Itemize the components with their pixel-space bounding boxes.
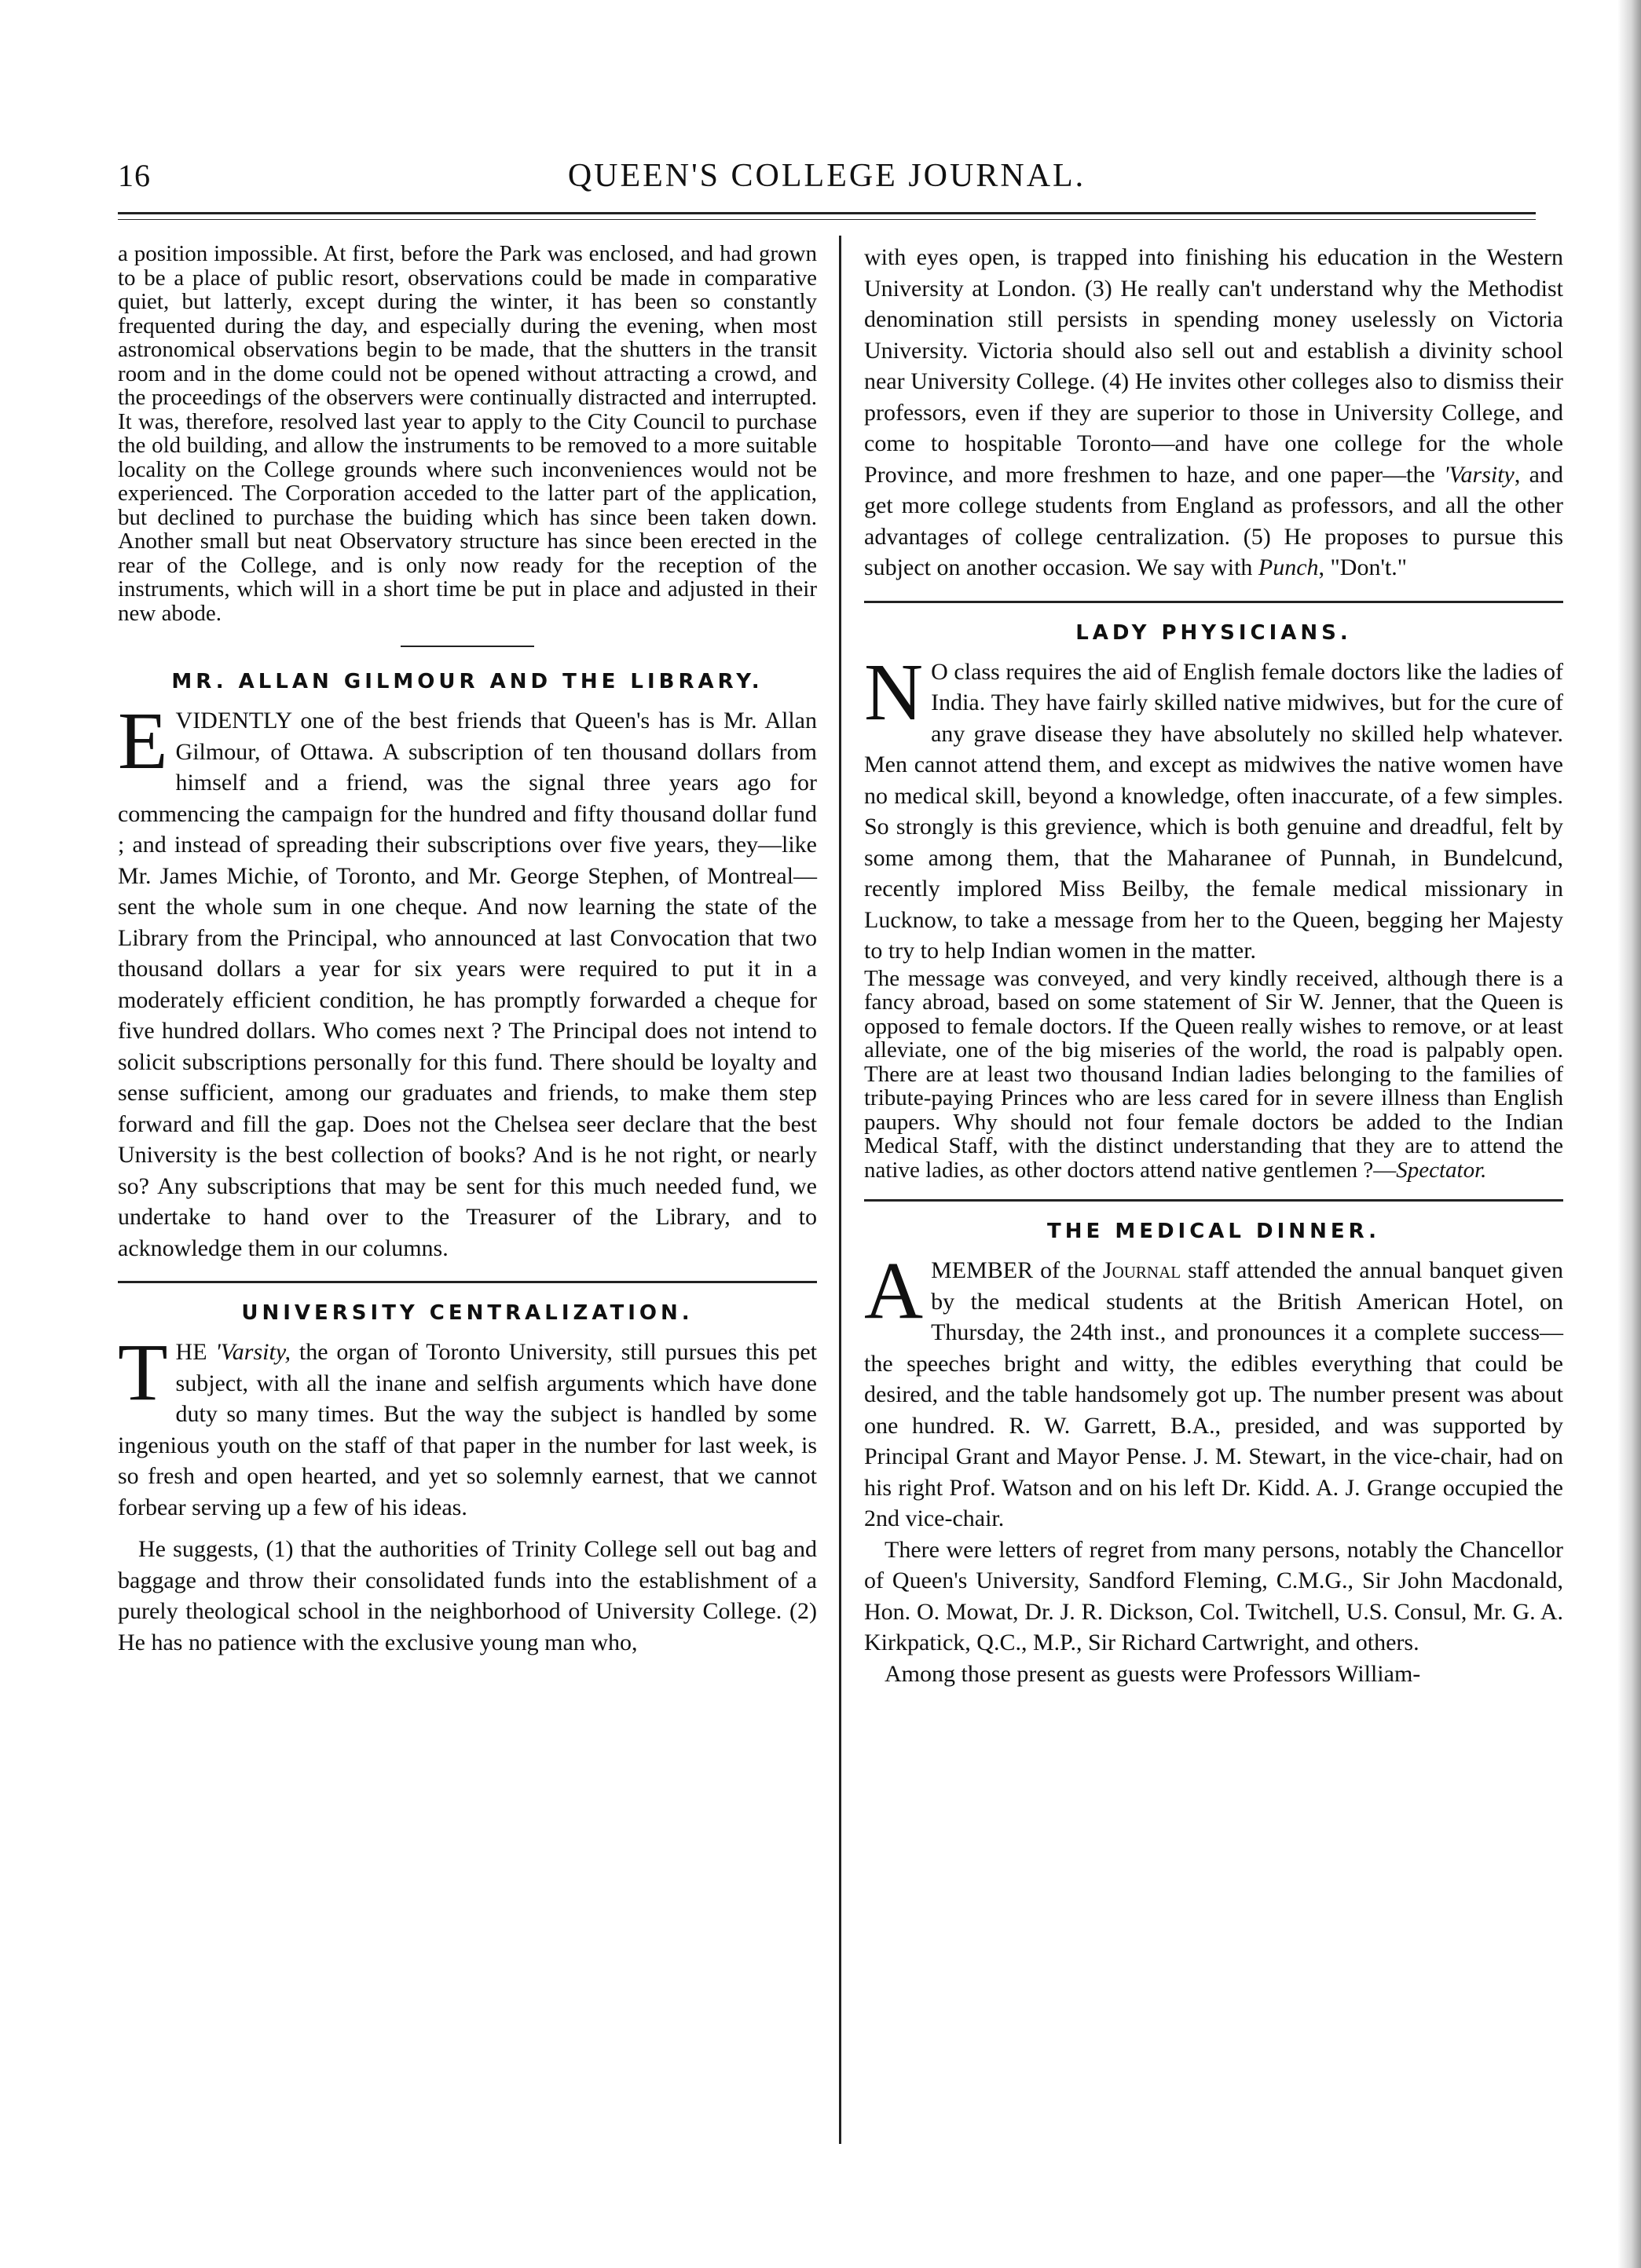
lady-text-b: The message was conveyed, and very kindly received, although there is a fancy abroad, based on some statement of Sir W. Jenner, that the Queen is opposed to female doctors. If the Queen really wishes to remove, or at least alleviate, one of the big miseries of the world, the road is palpably open. There are at least two thousand Indian ladies belonging to the families of tribute-paying Princes who are less cared for in severe illness than English paupers. Why should not four female doctors be added to the Indian Medical Staff, with the distinct understanding that they are to attend the native ladies, as other doctors attend native gentlemen ?—: [864, 965, 1563, 1183]
paragraph-gap: [118, 1523, 817, 1534]
spectator-source: Spectator.: [1396, 1157, 1487, 1183]
observatory-paragraph: a position impossible. At first, before the Park was enclosed, and had grown to be a place of public resort, observations could be made in comparative quiet, but latterly, except during the winter, it has been so constantly frequented during the day, and especially during the evening, when most astronomical observations begin to be made, that the shutters in the transit room and in the dome could not be opened without attracting a crowd, and the proceedings of the observers were continually distracted and interrupted. It was, therefore, resolved last year to apply to the City Council to purchase the old building, and allow the instruments to be removed to a more suitable locality on the College grounds where such inconveniences would not be experienced. The Corporation acceded to the latter part of the application, but declined to purchase the buiding which has since been taken down. Another small but neat Observatory structure has since been erected in the rear of the College, and is only now ready for the reception of the instruments, which will in a short time be put in place and adjusted in their new abode.: [118, 241, 817, 626]
gilmour-paragraph: [118, 696, 817, 1264]
centralization-cont-c: , "Don't.": [1318, 554, 1407, 580]
dinner-heading: THE MEDICAL DINNER.: [1047, 1220, 1380, 1243]
page-number: 16: [118, 158, 151, 193]
running-title: QUEEN'S COLLEGE JOURNAL.: [567, 158, 1086, 194]
lady-dropcap: N: [864, 646, 924, 737]
punch-title: Punch: [1258, 554, 1319, 580]
column-divider: [839, 236, 841, 2144]
centralization-text: the organ of Toronto University, still pursues this pet subject, with all the inane and selfish arguments which have done duty so many times. But the way the subject is handled by some ingenious youth on the staff of that paper in the number for last week, is so fresh and open hearted, and yet so solemnly earnest, that we cannot forbear serving up a few of his ideas.: [118, 1339, 817, 1520]
dinner-lead: MEMBER of the: [931, 1257, 1096, 1283]
varsity-title-2: 'Varsity: [1444, 461, 1515, 488]
lady-heading: LADY PHYSICIANS.: [1075, 620, 1352, 645]
section-rule: [118, 1281, 817, 1283]
page-edge-shadow: [1617, 0, 1641, 2268]
centralization-heading: UNIVERSITY CENTRALIZATION.: [241, 1301, 694, 1325]
centralization-paragraph-2: He suggests, (1) that the authorities of Trinity College sell out bag and baggage and throw their consolidated funds into the establishment of a purely theological school in the neighborhood of University College. (2) He has no patience with the exclusive young man who,: [118, 1536, 817, 1655]
section-rule: [864, 1199, 1563, 1202]
centralization-cont-a: with eyes open, is trapped into finishing his education in the Western University at London. (3) He really can't understand why the Methodist denomination still persists in spending money uselessly on Victoria University. Victoria should also sell out and establish a divinity school near University College. (4) He invites other colleges also to dismiss their professors, even if they are superior to those in University College, and come to hospitable Toronto—and have one college for the whole Province, and more freshmen to haze, and one paper—the: [864, 244, 1563, 488]
section-rule: [864, 601, 1563, 603]
dinner-text: staff attended the annual banquet given by the medical students at the British American Hotel, on Thursday, the 24th inst., and pronounces it a complete success—the speeches bright and witty, the edibles everything that could be desired, and the table handsomely got up. The number present was about one hundred. R. W. Garrett, B.A., presided, and was supported by Principal Grant and Mayor Pense. J. M. Stewart, in the vice-chair, had on his right Prof. Watson and on his left Dr. Kidd. A. J. Grange occupied the 2nd vice-chair.: [864, 1257, 1563, 1531]
centralization-lead: HE: [175, 1339, 207, 1365]
right-column: [864, 242, 1563, 1689]
centralization-paragraph: [118, 1327, 817, 1523]
page-header: [118, 157, 1536, 204]
section-separator: [401, 646, 534, 647]
lady-paragraph: [864, 646, 1563, 967]
varsity-title: 'Varsity,: [215, 1339, 291, 1365]
dinner-paragraph: [864, 1246, 1563, 1535]
left-column: [118, 242, 817, 1658]
centralization-cont-b: , and get more college students from England as professors, and all the other advantages of college centralization. (5) He proposes to pursue this subject on another occasion. We say with: [864, 461, 1563, 580]
gilmour-text: one of the best friends that Queen's has is Mr. Allan Gilmour, of Ottawa. A subscription of ten thousand dollars from himself and a friend, was the signal three years ago for commencing the campaign for the hundred and fifty thousand dollar fund ; and instead of spreading their subscriptions over five years, they—like Mr. James Michie, of Toronto, and Mr. George Stephen, of Montreal—sent the whole sum in one cheque. And now learning the state of the Library from the Principal, who announced at last Convocation that two thousand dollars a year for six years were required to put it in a moderately efficient condition, he has promptly forwarded a cheque for five hundred dollars. Who comes next ? The Principal does not intend to solicit subscriptions personally for this fund. There should be loyalty and sense sufficient, among our graduates and friends, to make them step forward and fill the gap. Does not the Chelsea seer declare that the best University is the best collection of books? And is he not right, or nearly so? Any subscriptions that may be sent for this much needed fund, we undertake to hand over to the Treasurer of the Library, and to acknowledge them in our columns.: [118, 708, 817, 1261]
centralization-dropcap: T: [118, 1327, 168, 1418]
lady-paragraph-2: [864, 967, 1563, 1183]
gilmour-heading: MR. ALLAN GILMOUR AND THE LIBRARY.: [171, 670, 764, 693]
dinner-paragraph-3: Among those present as guests were Professors William-: [885, 1660, 1421, 1687]
gilmour-lead: VIDENTLY: [175, 708, 292, 733]
dinner-dropcap: A: [864, 1246, 924, 1336]
dinner-paragraph-2: There were letters of regret from many persons, notably the Chancellor of Queen's University, Sandford Fleming, C.M.G., Sir John Macdonald, Hon. O. Mowat, Dr. J. R. Dickson, Col. Twitchell, U.S. Consul, Mr. G. A. Kirkpatick, Q.C., M.P., Sir Richard Cartwright, and others.: [864, 1536, 1563, 1655]
lady-text-a: O class requires the aid of English female doctors like the ladies of India. They have fairly skilled native midwives, but for the cure of any grave disease they have absolutely no skilled help whatever. Men cannot attend them, and except as midwives the native women have no medical skill, beyond a knowledge, often inaccurate, of a few simples. So strongly is this grevience, which is both genuine and dreadful, felt by some among them, that the Maharanee of Punnah, in Bundelcund, recently implored Miss Beilby, the female medical missionary in Lucknow, to take a message from her to the Queen, begging her Majesty to try to help Indian women in the matter.: [864, 658, 1563, 964]
centralization-continued-paragraph: [864, 242, 1563, 583]
journal-name: Journal: [1102, 1257, 1181, 1283]
header-rule: [118, 212, 1536, 220]
gilmour-dropcap: E: [118, 696, 168, 786]
